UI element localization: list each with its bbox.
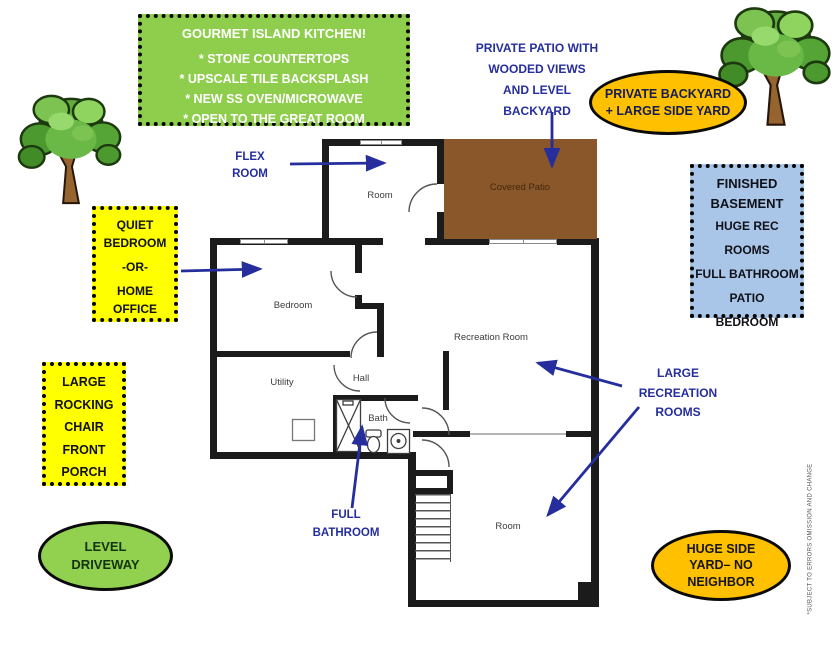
- room-label-utility: Utility: [270, 377, 294, 388]
- finished-basement-callout: FINISHED BASEMENT HUGE REC ROOMS FULL BATHROOM PATIO BEDROOM: [690, 164, 804, 318]
- sink-drain: [397, 440, 400, 443]
- room-label-lower-room: Room: [495, 521, 521, 532]
- window: [240, 239, 288, 244]
- door-arc: [331, 271, 357, 297]
- stairs: [415, 494, 451, 562]
- wall: [425, 238, 444, 245]
- flex-room-note: FLEX ROOM: [232, 151, 268, 180]
- private-patio-note: PRIVATE PATIO WITH WOODED VIEWS AND LEVEL BACKYARD: [475, 41, 599, 118]
- window: [360, 140, 402, 145]
- full-bathroom-note: FULL BATHROOM: [312, 509, 380, 539]
- wall-opening: [470, 433, 566, 435]
- arrow-rec-room-upper: [538, 363, 622, 386]
- wall: [437, 139, 444, 184]
- wall: [210, 238, 383, 245]
- wall: [444, 238, 489, 245]
- room-label-recreation: Recreation Room: [454, 332, 528, 343]
- water-heater: [293, 420, 315, 441]
- quiet-bedroom-callout: QUIET BEDROOM -OR- HOME OFFICE: [92, 206, 178, 322]
- wall: [333, 395, 418, 401]
- wall: [210, 452, 415, 459]
- kitchen-item: * OPEN TO THE GREAT ROOM: [183, 112, 365, 126]
- wall: [578, 582, 599, 607]
- wall: [413, 431, 470, 437]
- disclaimer-text: *SUBJECT TO ERRORS OMISSION AND CHANGE: [807, 463, 814, 615]
- arrow-full-bathroom: [352, 427, 362, 508]
- shower-x: [337, 400, 361, 452]
- door-arc: [409, 184, 437, 212]
- window: [489, 239, 557, 244]
- huge-side-yard-callout: HUGE SIDE YARD– NO NEIGHBOR: [651, 530, 791, 601]
- wall: [210, 238, 217, 459]
- wall: [557, 238, 599, 245]
- room-label-hall: Hall: [352, 373, 370, 384]
- arrow-quiet-bedroom: [181, 269, 260, 271]
- door-arc: [422, 440, 449, 467]
- room-label-flex: Room: [367, 190, 393, 201]
- toilet: [366, 430, 381, 437]
- tree-icon: [12, 90, 130, 208]
- kitchen-item: * UPSCALE TILE BACKSPLASH: [179, 72, 369, 86]
- kitchen-callout: [138, 14, 410, 126]
- wall: [210, 351, 350, 357]
- shower-x: [337, 400, 361, 452]
- door-arc: [351, 332, 377, 358]
- wall: [377, 309, 384, 357]
- kitchen-title: GOURMET ISLAND KITCHEN!: [181, 26, 367, 41]
- wall: [322, 139, 329, 245]
- wall: [408, 600, 598, 607]
- toilet: [368, 437, 380, 453]
- shower: [337, 400, 361, 452]
- room-label-bath: Bath: [368, 413, 388, 424]
- shower-head: [343, 401, 353, 405]
- wall: [566, 431, 598, 437]
- wall: [333, 399, 338, 457]
- wall: [591, 245, 599, 607]
- wall: [447, 470, 453, 494]
- large-recreation-note: LARGE RECREATION ROOMS: [638, 366, 718, 419]
- front-porch-callout: LARGE ROCKING CHAIR FRONT PORCH: [42, 362, 126, 486]
- wall: [355, 245, 362, 273]
- sink-counter: [388, 430, 410, 454]
- wall: [443, 351, 449, 410]
- kitchen-item: * NEW SS OVEN/MICROWAVE: [185, 92, 363, 106]
- room-label-bedroom: Bedroom: [273, 300, 313, 311]
- arrow-flex-room: [290, 163, 384, 164]
- room-label-covered-patio: Covered Patio: [489, 182, 551, 193]
- private-backyard-callout: PRIVATE BACKYARD + LARGE SIDE YARD: [589, 70, 747, 135]
- kitchen-item: * STONE COUNTERTOPS: [198, 52, 350, 66]
- level-driveway-callout: LEVEL DRIVEWAY: [38, 521, 173, 591]
- sink: [391, 434, 406, 449]
